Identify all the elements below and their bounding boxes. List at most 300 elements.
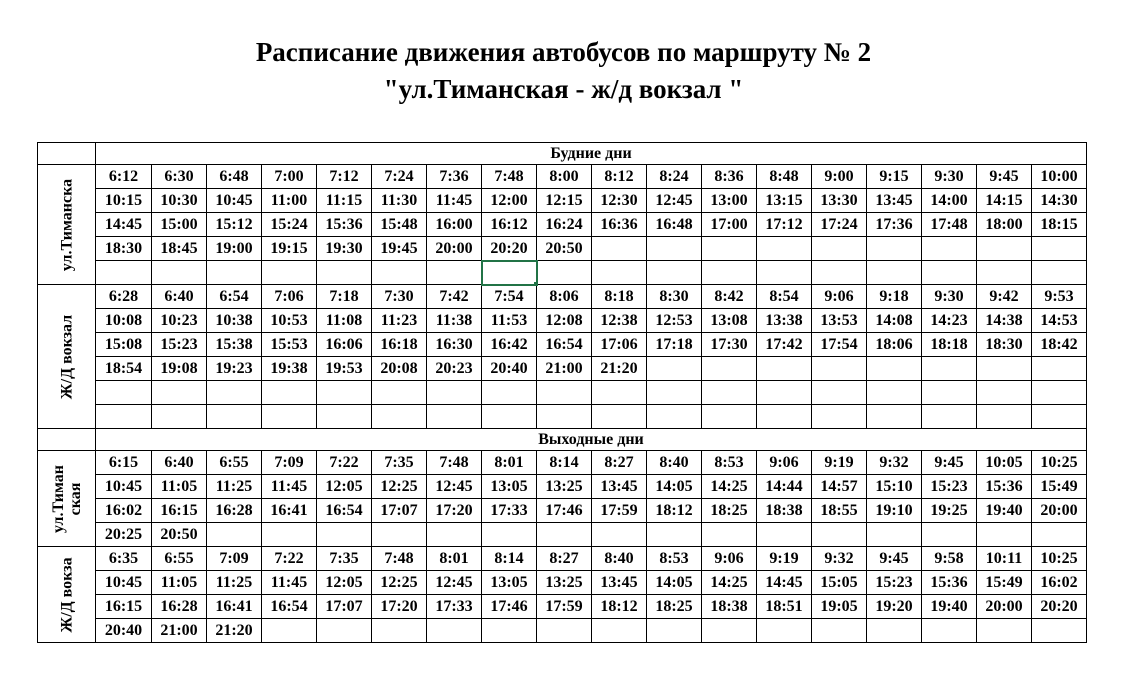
departure-time-cell[interactable]: 11:45 xyxy=(427,189,482,213)
departure-time-cell[interactable] xyxy=(922,619,977,643)
departure-time-cell[interactable]: 19:23 xyxy=(207,357,262,381)
departure-time-cell[interactable]: 16:42 xyxy=(482,333,537,357)
departure-time-cell[interactable]: 11:05 xyxy=(152,571,207,595)
departure-time-cell[interactable] xyxy=(372,405,427,429)
departure-time-cell[interactable]: 18:06 xyxy=(867,333,922,357)
departure-time-cell[interactable] xyxy=(1032,523,1087,547)
departure-time-cell[interactable] xyxy=(537,523,592,547)
departure-time-cell[interactable]: 13:45 xyxy=(592,571,647,595)
departure-time-cell[interactable]: 11:15 xyxy=(317,189,372,213)
departure-time-cell[interactable]: 9:53 xyxy=(1032,285,1087,309)
departure-time-cell[interactable]: 15:05 xyxy=(812,571,867,595)
departure-time-cell[interactable]: 8:27 xyxy=(592,451,647,475)
departure-time-cell[interactable]: 15:53 xyxy=(262,333,317,357)
departure-time-cell[interactable] xyxy=(702,405,757,429)
departure-time-cell[interactable]: 10:45 xyxy=(207,189,262,213)
departure-time-cell[interactable]: 12:30 xyxy=(592,189,647,213)
departure-time-cell[interactable]: 17:24 xyxy=(812,213,867,237)
departure-time-cell[interactable] xyxy=(1032,261,1087,285)
departure-time-cell[interactable] xyxy=(427,261,482,285)
departure-time-cell[interactable]: 15:23 xyxy=(152,333,207,357)
departure-time-cell[interactable]: 10:38 xyxy=(207,309,262,333)
departure-time-cell[interactable]: 6:54 xyxy=(207,285,262,309)
departure-time-cell[interactable] xyxy=(96,381,152,405)
departure-time-cell[interactable] xyxy=(317,405,372,429)
departure-time-cell[interactable]: 16:02 xyxy=(1032,571,1087,595)
departure-time-cell[interactable]: 15:10 xyxy=(867,475,922,499)
departure-time-cell[interactable] xyxy=(867,619,922,643)
departure-time-cell[interactable] xyxy=(317,261,372,285)
departure-time-cell[interactable]: 8:00 xyxy=(537,165,592,189)
departure-time-cell[interactable]: 6:12 xyxy=(96,165,152,189)
departure-time-cell[interactable]: 18:00 xyxy=(977,213,1032,237)
departure-time-cell[interactable]: 19:00 xyxy=(207,237,262,261)
departure-time-cell[interactable]: 18:38 xyxy=(757,499,812,523)
departure-time-cell[interactable] xyxy=(482,381,537,405)
departure-time-cell[interactable]: 9:58 xyxy=(922,547,977,571)
departure-time-cell[interactable]: 9:32 xyxy=(812,547,867,571)
departure-time-cell[interactable]: 16:41 xyxy=(262,499,317,523)
departure-time-cell[interactable] xyxy=(152,261,207,285)
departure-time-cell[interactable]: 7:48 xyxy=(372,547,427,571)
departure-time-cell[interactable]: 14:45 xyxy=(96,213,152,237)
departure-time-cell[interactable]: 8:54 xyxy=(757,285,812,309)
departure-time-cell[interactable]: 10:25 xyxy=(1032,451,1087,475)
departure-time-cell[interactable]: 14:45 xyxy=(757,571,812,595)
departure-time-cell[interactable]: 15:36 xyxy=(922,571,977,595)
departure-time-cell[interactable]: 7:12 xyxy=(317,165,372,189)
departure-time-cell[interactable]: 18:55 xyxy=(812,499,867,523)
departure-time-cell[interactable] xyxy=(1032,405,1087,429)
departure-time-cell[interactable] xyxy=(262,619,317,643)
departure-time-cell[interactable]: 9:00 xyxy=(812,165,867,189)
departure-time-cell[interactable] xyxy=(922,237,977,261)
departure-time-cell[interactable] xyxy=(922,357,977,381)
departure-time-cell[interactable]: 9:06 xyxy=(702,547,757,571)
departure-time-cell[interactable]: 20:50 xyxy=(152,523,207,547)
departure-time-cell[interactable] xyxy=(262,405,317,429)
departure-time-cell[interactable]: 15:24 xyxy=(262,213,317,237)
departure-time-cell[interactable]: 9:45 xyxy=(977,165,1032,189)
departure-time-cell[interactable]: 9:06 xyxy=(757,451,812,475)
departure-time-cell[interactable]: 18:30 xyxy=(977,333,1032,357)
departure-time-cell[interactable]: 11:38 xyxy=(427,309,482,333)
departure-time-cell[interactable]: 9:06 xyxy=(812,285,867,309)
departure-time-cell[interactable]: 20:20 xyxy=(482,237,537,261)
departure-time-cell[interactable]: 10:25 xyxy=(1032,547,1087,571)
departure-time-cell[interactable]: 17:12 xyxy=(757,213,812,237)
departure-time-cell[interactable] xyxy=(977,405,1032,429)
departure-time-cell[interactable] xyxy=(922,261,977,285)
departure-time-cell[interactable] xyxy=(96,405,152,429)
departure-time-cell[interactable]: 16:15 xyxy=(152,499,207,523)
departure-time-cell[interactable]: 6:30 xyxy=(152,165,207,189)
departure-time-cell[interactable]: 11:45 xyxy=(262,571,317,595)
departure-time-cell[interactable]: 7:00 xyxy=(262,165,317,189)
departure-time-cell[interactable]: 14:23 xyxy=(922,309,977,333)
departure-time-cell[interactable]: 14:05 xyxy=(647,475,702,499)
departure-time-cell[interactable]: 16:18 xyxy=(372,333,427,357)
departure-time-cell[interactable]: 10:15 xyxy=(96,189,152,213)
departure-time-cell[interactable]: 7:30 xyxy=(372,285,427,309)
departure-time-cell[interactable]: 15:49 xyxy=(977,571,1032,595)
departure-time-cell[interactable]: 12:08 xyxy=(537,309,592,333)
departure-time-cell[interactable]: 7:36 xyxy=(427,165,482,189)
departure-time-cell[interactable]: 6:55 xyxy=(152,547,207,571)
departure-time-cell[interactable] xyxy=(207,261,262,285)
departure-time-cell[interactable] xyxy=(537,381,592,405)
departure-time-cell[interactable]: 13:25 xyxy=(537,571,592,595)
departure-time-cell[interactable] xyxy=(207,523,262,547)
departure-time-cell[interactable]: 18:42 xyxy=(1032,333,1087,357)
departure-time-cell[interactable]: 17:54 xyxy=(812,333,867,357)
departure-time-cell[interactable]: 10:11 xyxy=(977,547,1032,571)
departure-time-cell[interactable]: 17:20 xyxy=(372,595,427,619)
departure-time-cell[interactable]: 12:53 xyxy=(647,309,702,333)
departure-time-cell[interactable]: 18:45 xyxy=(152,237,207,261)
departure-time-cell[interactable] xyxy=(867,237,922,261)
departure-time-cell[interactable] xyxy=(812,357,867,381)
departure-time-cell[interactable]: 8:53 xyxy=(647,547,702,571)
departure-time-cell[interactable]: 15:49 xyxy=(1032,475,1087,499)
departure-time-cell[interactable]: 19:20 xyxy=(867,595,922,619)
departure-time-cell[interactable]: 17:07 xyxy=(317,595,372,619)
departure-time-cell[interactable]: 18:38 xyxy=(702,595,757,619)
departure-time-cell[interactable]: 18:12 xyxy=(592,595,647,619)
departure-time-cell[interactable]: 20:20 xyxy=(1032,595,1087,619)
departure-time-cell[interactable]: 13:15 xyxy=(757,189,812,213)
departure-time-cell[interactable]: 11:08 xyxy=(317,309,372,333)
departure-time-cell[interactable] xyxy=(1032,357,1087,381)
departure-time-cell[interactable]: 7:48 xyxy=(482,165,537,189)
departure-time-cell[interactable]: 21:20 xyxy=(207,619,262,643)
departure-time-cell[interactable] xyxy=(922,523,977,547)
departure-time-cell[interactable] xyxy=(812,405,867,429)
departure-time-cell[interactable]: 15:23 xyxy=(867,571,922,595)
departure-time-cell[interactable]: 19:40 xyxy=(922,595,977,619)
departure-time-cell[interactable] xyxy=(647,405,702,429)
departure-time-cell[interactable]: 17:30 xyxy=(702,333,757,357)
departure-time-cell[interactable]: 11:05 xyxy=(152,475,207,499)
departure-time-cell[interactable] xyxy=(702,523,757,547)
departure-time-cell[interactable]: 13:05 xyxy=(482,571,537,595)
departure-time-cell[interactable] xyxy=(867,261,922,285)
departure-time-cell[interactable]: 10:45 xyxy=(96,571,152,595)
departure-time-cell[interactable] xyxy=(427,405,482,429)
departure-time-cell[interactable] xyxy=(757,357,812,381)
departure-time-cell[interactable]: 12:25 xyxy=(372,571,427,595)
departure-time-cell[interactable]: 16:54 xyxy=(317,499,372,523)
departure-time-cell[interactable]: 15:23 xyxy=(922,475,977,499)
departure-time-cell[interactable] xyxy=(977,523,1032,547)
departure-time-cell[interactable]: 7:09 xyxy=(262,451,317,475)
departure-time-cell[interactable]: 12:05 xyxy=(317,571,372,595)
departure-time-cell[interactable]: 10:23 xyxy=(152,309,207,333)
departure-time-cell[interactable]: 18:54 xyxy=(96,357,152,381)
departure-time-cell[interactable]: 8:24 xyxy=(647,165,702,189)
departure-time-cell[interactable]: 7:35 xyxy=(317,547,372,571)
departure-time-cell[interactable]: 16:24 xyxy=(537,213,592,237)
departure-time-cell[interactable]: 8:36 xyxy=(702,165,757,189)
departure-time-cell[interactable] xyxy=(592,523,647,547)
departure-time-cell[interactable]: 8:01 xyxy=(427,547,482,571)
departure-time-cell[interactable]: 9:19 xyxy=(812,451,867,475)
departure-time-cell[interactable]: 21:00 xyxy=(152,619,207,643)
departure-time-cell[interactable]: 7:35 xyxy=(372,451,427,475)
departure-time-cell[interactable]: 9:30 xyxy=(922,165,977,189)
departure-time-cell[interactable]: 10:08 xyxy=(96,309,152,333)
departure-time-cell[interactable]: 20:25 xyxy=(96,523,152,547)
departure-time-cell[interactable]: 12:15 xyxy=(537,189,592,213)
departure-time-cell[interactable]: 14:25 xyxy=(702,475,757,499)
departure-time-cell[interactable]: 6:35 xyxy=(96,547,152,571)
departure-time-cell[interactable]: 11:25 xyxy=(207,475,262,499)
departure-time-cell[interactable]: 11:23 xyxy=(372,309,427,333)
departure-time-cell[interactable]: 14:44 xyxy=(757,475,812,499)
departure-time-cell[interactable]: 8:42 xyxy=(702,285,757,309)
departure-time-cell[interactable]: 12:00 xyxy=(482,189,537,213)
departure-time-cell[interactable]: 12:45 xyxy=(647,189,702,213)
departure-time-cell[interactable]: 13:05 xyxy=(482,475,537,499)
departure-time-cell[interactable]: 11:30 xyxy=(372,189,427,213)
departure-time-cell[interactable]: 19:38 xyxy=(262,357,317,381)
departure-time-cell[interactable]: 8:06 xyxy=(537,285,592,309)
departure-time-cell[interactable]: 8:18 xyxy=(592,285,647,309)
departure-time-cell[interactable] xyxy=(152,381,207,405)
departure-time-cell[interactable]: 6:40 xyxy=(152,451,207,475)
departure-time-cell[interactable]: 20:08 xyxy=(372,357,427,381)
departure-time-cell[interactable]: 15:00 xyxy=(152,213,207,237)
departure-time-cell[interactable]: 6:40 xyxy=(152,285,207,309)
departure-time-cell[interactable]: 14:25 xyxy=(702,571,757,595)
departure-time-cell[interactable]: 14:08 xyxy=(867,309,922,333)
departure-time-cell[interactable] xyxy=(592,405,647,429)
departure-time-cell[interactable]: 19:40 xyxy=(977,499,1032,523)
departure-time-cell[interactable] xyxy=(702,237,757,261)
departure-time-cell[interactable]: 16:36 xyxy=(592,213,647,237)
departure-time-cell[interactable] xyxy=(427,381,482,405)
departure-time-cell[interactable]: 7:18 xyxy=(317,285,372,309)
departure-time-cell[interactable]: 13:08 xyxy=(702,309,757,333)
departure-time-cell[interactable] xyxy=(647,381,702,405)
departure-time-cell[interactable]: 16:15 xyxy=(96,595,152,619)
departure-time-cell[interactable] xyxy=(482,261,537,285)
departure-time-cell[interactable] xyxy=(537,619,592,643)
departure-time-cell[interactable] xyxy=(702,381,757,405)
departure-time-cell[interactable]: 15:36 xyxy=(317,213,372,237)
departure-time-cell[interactable]: 17:46 xyxy=(482,595,537,619)
departure-time-cell[interactable] xyxy=(262,261,317,285)
departure-time-cell[interactable] xyxy=(977,357,1032,381)
departure-time-cell[interactable] xyxy=(757,261,812,285)
departure-time-cell[interactable] xyxy=(977,261,1032,285)
departure-time-cell[interactable]: 7:22 xyxy=(317,451,372,475)
departure-time-cell[interactable] xyxy=(592,261,647,285)
departure-time-cell[interactable]: 13:53 xyxy=(812,309,867,333)
departure-time-cell[interactable] xyxy=(427,619,482,643)
departure-time-cell[interactable] xyxy=(757,237,812,261)
departure-time-cell[interactable]: 12:38 xyxy=(592,309,647,333)
departure-time-cell[interactable]: 7:24 xyxy=(372,165,427,189)
departure-time-cell[interactable]: 17:06 xyxy=(592,333,647,357)
departure-time-cell[interactable] xyxy=(702,619,757,643)
departure-time-cell[interactable] xyxy=(317,381,372,405)
departure-time-cell[interactable] xyxy=(262,523,317,547)
departure-time-cell[interactable] xyxy=(647,357,702,381)
departure-time-cell[interactable]: 19:10 xyxy=(867,499,922,523)
departure-time-cell[interactable]: 8:30 xyxy=(647,285,702,309)
departure-time-cell[interactable]: 20:40 xyxy=(96,619,152,643)
departure-time-cell[interactable] xyxy=(592,381,647,405)
departure-time-cell[interactable]: 17:33 xyxy=(482,499,537,523)
departure-time-cell[interactable]: 13:45 xyxy=(867,189,922,213)
departure-time-cell[interactable]: 16:30 xyxy=(427,333,482,357)
departure-time-cell[interactable] xyxy=(757,405,812,429)
departure-time-cell[interactable]: 15:08 xyxy=(96,333,152,357)
departure-time-cell[interactable]: 10:53 xyxy=(262,309,317,333)
departure-time-cell[interactable] xyxy=(1032,381,1087,405)
departure-time-cell[interactable]: 16:02 xyxy=(96,499,152,523)
departure-time-cell[interactable]: 17:33 xyxy=(427,595,482,619)
departure-time-cell[interactable] xyxy=(867,381,922,405)
departure-time-cell[interactable]: 16:12 xyxy=(482,213,537,237)
departure-time-cell[interactable]: 18:25 xyxy=(647,595,702,619)
departure-time-cell[interactable]: 12:05 xyxy=(317,475,372,499)
departure-time-cell[interactable]: 7:06 xyxy=(262,285,317,309)
departure-time-cell[interactable]: 15:38 xyxy=(207,333,262,357)
departure-time-cell[interactable]: 9:19 xyxy=(757,547,812,571)
departure-time-cell[interactable] xyxy=(812,237,867,261)
departure-time-cell[interactable]: 14:57 xyxy=(812,475,867,499)
departure-time-cell[interactable] xyxy=(977,237,1032,261)
departure-time-cell[interactable]: 9:18 xyxy=(867,285,922,309)
departure-time-cell[interactable]: 10:00 xyxy=(1032,165,1087,189)
departure-time-cell[interactable] xyxy=(317,523,372,547)
departure-time-cell[interactable]: 15:36 xyxy=(977,475,1032,499)
departure-time-cell[interactable]: 9:32 xyxy=(867,451,922,475)
departure-time-cell[interactable]: 8:40 xyxy=(647,451,702,475)
departure-time-cell[interactable]: 8:48 xyxy=(757,165,812,189)
departure-time-cell[interactable]: 10:30 xyxy=(152,189,207,213)
departure-time-cell[interactable]: 9:30 xyxy=(922,285,977,309)
departure-time-cell[interactable]: 17:48 xyxy=(922,213,977,237)
departure-time-cell[interactable]: 16:41 xyxy=(207,595,262,619)
departure-time-cell[interactable]: 17:46 xyxy=(537,499,592,523)
departure-time-cell[interactable] xyxy=(372,381,427,405)
departure-time-cell[interactable]: 13:25 xyxy=(537,475,592,499)
departure-time-cell[interactable]: 16:48 xyxy=(647,213,702,237)
departure-time-cell[interactable]: 17:36 xyxy=(867,213,922,237)
departure-time-cell[interactable] xyxy=(482,405,537,429)
departure-time-cell[interactable]: 17:20 xyxy=(427,499,482,523)
departure-time-cell[interactable]: 20:00 xyxy=(977,595,1032,619)
departure-time-cell[interactable] xyxy=(207,405,262,429)
departure-time-cell[interactable]: 7:54 xyxy=(482,285,537,309)
departure-time-cell[interactable]: 14:05 xyxy=(647,571,702,595)
departure-time-cell[interactable]: 21:00 xyxy=(537,357,592,381)
departure-time-cell[interactable]: 21:20 xyxy=(592,357,647,381)
departure-time-cell[interactable]: 17:00 xyxy=(702,213,757,237)
departure-time-cell[interactable]: 11:00 xyxy=(262,189,317,213)
departure-time-cell[interactable]: 16:00 xyxy=(427,213,482,237)
departure-time-cell[interactable] xyxy=(537,405,592,429)
departure-time-cell[interactable] xyxy=(757,381,812,405)
departure-time-cell[interactable]: 8:01 xyxy=(482,451,537,475)
departure-time-cell[interactable]: 18:51 xyxy=(757,595,812,619)
departure-time-cell[interactable]: 18:18 xyxy=(922,333,977,357)
departure-time-cell[interactable]: 10:45 xyxy=(96,475,152,499)
departure-time-cell[interactable] xyxy=(647,237,702,261)
departure-time-cell[interactable]: 16:06 xyxy=(317,333,372,357)
departure-time-cell[interactable] xyxy=(922,405,977,429)
departure-time-cell[interactable]: 13:30 xyxy=(812,189,867,213)
departure-time-cell[interactable] xyxy=(372,261,427,285)
departure-time-cell[interactable]: 17:42 xyxy=(757,333,812,357)
departure-time-cell[interactable]: 8:27 xyxy=(537,547,592,571)
departure-time-cell[interactable]: 6:28 xyxy=(96,285,152,309)
departure-time-cell[interactable] xyxy=(867,405,922,429)
departure-time-cell[interactable]: 13:45 xyxy=(592,475,647,499)
departure-time-cell[interactable] xyxy=(812,523,867,547)
departure-time-cell[interactable] xyxy=(867,357,922,381)
departure-time-cell[interactable]: 14:30 xyxy=(1032,189,1087,213)
departure-time-cell[interactable]: 12:25 xyxy=(372,475,427,499)
departure-time-cell[interactable] xyxy=(1032,619,1087,643)
departure-time-cell[interactable] xyxy=(262,381,317,405)
departure-time-cell[interactable]: 7:48 xyxy=(427,451,482,475)
departure-time-cell[interactable]: 19:45 xyxy=(372,237,427,261)
departure-time-cell[interactable]: 6:15 xyxy=(96,451,152,475)
departure-time-cell[interactable]: 16:54 xyxy=(537,333,592,357)
departure-time-cell[interactable]: 20:00 xyxy=(427,237,482,261)
departure-time-cell[interactable]: 17:18 xyxy=(647,333,702,357)
departure-time-cell[interactable]: 14:38 xyxy=(977,309,1032,333)
departure-time-cell[interactable] xyxy=(207,381,262,405)
departure-time-cell[interactable]: 8:14 xyxy=(537,451,592,475)
departure-time-cell[interactable]: 14:00 xyxy=(922,189,977,213)
departure-time-cell[interactable]: 15:12 xyxy=(207,213,262,237)
departure-time-cell[interactable]: 9:45 xyxy=(867,547,922,571)
departure-time-cell[interactable]: 19:25 xyxy=(922,499,977,523)
departure-time-cell[interactable]: 16:28 xyxy=(152,595,207,619)
departure-time-cell[interactable] xyxy=(537,261,592,285)
departure-time-cell[interactable]: 8:53 xyxy=(702,451,757,475)
departure-time-cell[interactable]: 19:15 xyxy=(262,237,317,261)
departure-time-cell[interactable] xyxy=(757,619,812,643)
departure-time-cell[interactable]: 17:59 xyxy=(592,499,647,523)
departure-time-cell[interactable] xyxy=(702,261,757,285)
departure-time-cell[interactable] xyxy=(482,523,537,547)
departure-time-cell[interactable]: 11:45 xyxy=(262,475,317,499)
departure-time-cell[interactable]: 8:12 xyxy=(592,165,647,189)
departure-time-cell[interactable]: 19:05 xyxy=(812,595,867,619)
departure-time-cell[interactable]: 17:59 xyxy=(537,595,592,619)
departure-time-cell[interactable]: 13:38 xyxy=(757,309,812,333)
departure-time-cell[interactable] xyxy=(427,523,482,547)
departure-time-cell[interactable]: 11:25 xyxy=(207,571,262,595)
departure-time-cell[interactable]: 19:08 xyxy=(152,357,207,381)
departure-time-cell[interactable]: 20:50 xyxy=(537,237,592,261)
departure-time-cell[interactable]: 17:07 xyxy=(372,499,427,523)
departure-time-cell[interactable] xyxy=(647,261,702,285)
departure-time-cell[interactable]: 12:45 xyxy=(427,475,482,499)
departure-time-cell[interactable] xyxy=(812,619,867,643)
departure-time-cell[interactable]: 18:12 xyxy=(647,499,702,523)
departure-time-cell[interactable]: 20:40 xyxy=(482,357,537,381)
departure-time-cell[interactable]: 14:15 xyxy=(977,189,1032,213)
departure-time-cell[interactable]: 11:53 xyxy=(482,309,537,333)
departure-time-cell[interactable]: 16:54 xyxy=(262,595,317,619)
